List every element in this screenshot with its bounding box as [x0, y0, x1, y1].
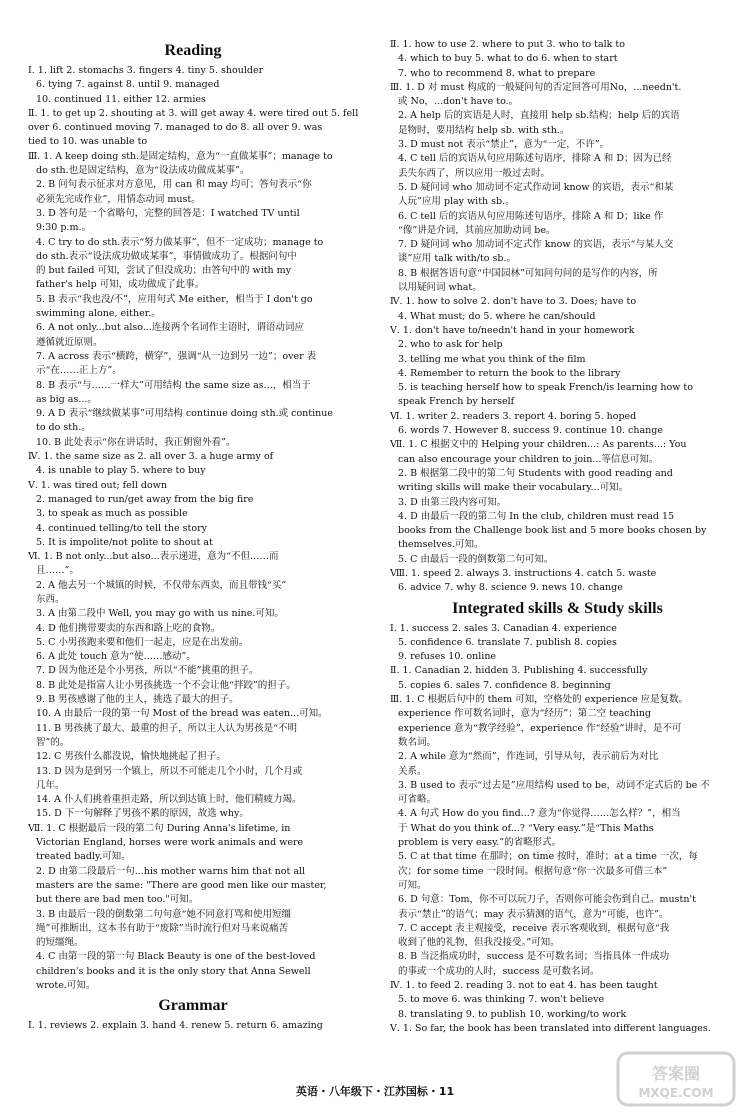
answer-line: 15. D 下一句解释了男孩不累的原因，故选 why。	[36, 808, 249, 820]
svg-text:答案圈: 答案圈	[651, 1064, 701, 1083]
answer-line: Ⅱ. 1. Canadian 2. hidden 3. Publishing 4. successfully	[390, 665, 648, 677]
section-heading: Grammar	[158, 997, 228, 1015]
watermark-logo	[616, 1049, 736, 1109]
answer-line: Ⅵ. 1. writer 2. readers 3. report 4. boring 5. hoped	[390, 410, 637, 422]
answer-line: 6. advice 7. why 8. science 9. news 10. change	[398, 582, 623, 594]
answer-line: 6. A 此处 touch 意为“使……感动”。	[36, 651, 196, 663]
answer-line: can also encourage your children to join...等信息可知。	[398, 453, 659, 465]
answer-line: 7. who to recommend 8. what to prepare	[398, 67, 596, 79]
answer-line: 5. to move 6. was thinking 7. won't believe	[398, 994, 605, 1006]
answer-line: 的事或一个成功的人时，success 是可数名词。	[398, 965, 600, 977]
answer-line: 11. B 男孩挑了最大、最重的担子，所以主人认为男孩是“不明	[36, 722, 297, 734]
answer-line: 5. is teaching herself how to speak French/is learning how to	[398, 382, 693, 394]
answer-line: 于 What do you think of...? “Very easy.”是“This Maths	[398, 822, 654, 834]
answer-line: treated badly.可知。	[36, 851, 131, 863]
section-heading: Integrated skills & Study skills	[452, 599, 663, 617]
answer-line: Ⅶ. 1. C 根据文中的 Helping your children...: As parents...: You	[390, 439, 687, 451]
answer-line: 丢失东西了，所以应用一般过去时。	[398, 167, 551, 179]
left-column	[28, 38, 358, 1034]
answer-line: 人玩”应用 play with sb.。	[398, 196, 515, 208]
answer-line: Ⅷ. 1. speed 2. always 3. instructions 4. catch 5. waste	[390, 567, 657, 579]
answer-line: 5. B 表示“我也没/不”，应用句式 Me either，相当于 I don't go	[36, 293, 313, 305]
answer-line: Victorian England, horses were work animals and were	[36, 837, 304, 849]
answer-line: 5. It is impolite/not polite to shout at	[36, 536, 213, 548]
answer-line: to do sth.。	[36, 422, 91, 434]
answer-line: 2. managed to run/get away from the big fire	[36, 493, 254, 505]
answer-line: 以用疑问词 what。	[398, 282, 482, 294]
answer-line: 次；for some time 一段时间。根据句意“你一次最多可借三本”	[398, 865, 668, 877]
answer-line: 3. D 由第三段内容可知。	[398, 496, 507, 508]
answer-line: Ⅶ. 1. C 根据最后一段的第二句 During Anna's lifetime, in	[28, 822, 291, 834]
answer-line: 几年。	[36, 779, 65, 791]
answer-line: 9. B 男孩感谢了他的主人，挑选了最大的担子。	[36, 694, 239, 706]
answer-line: Ⅴ. 1. don't have to/needn't hand in your homework	[390, 324, 635, 336]
answer-line: 8. B 此处是指富人让小男孩挑选一个不会让他“拌跤”的担子。	[36, 679, 296, 691]
answer-line: 的短缰绳。	[36, 937, 84, 949]
answer-line: experience 意为“教学经验”，experience 作“经验”讲时，是不可	[398, 722, 682, 734]
answer-line: Ⅳ. 1. to feed 2. reading 3. not to eat 4. has been taught	[390, 980, 658, 991]
answer-line: 2. D 由第二段最后一句...his mother warns him that not all	[36, 865, 306, 877]
answer-line: 7. A across 表示“横跨，横穿”，强调“从一边到另一边”；over 表	[36, 350, 317, 362]
answer-line: 必须先完成作业”，用情态动词 must。	[36, 193, 201, 205]
answer-line: 9:30 p.m.。	[36, 222, 91, 234]
answer-line: Ⅴ. 1. So far, the book has been translated into different languages.	[390, 1022, 711, 1034]
answer-line: masters are the same: "There are good men like our master,	[36, 879, 327, 891]
answer-line: themselves.可知。	[398, 539, 484, 551]
answer-line: 6. words 7. However 8. success 9. continue 10. change	[398, 425, 663, 437]
answer-line: Ⅱ. 1. to get up 2. shouting at 3. will get away 4. were tired out 5. fell	[28, 107, 358, 119]
answer-line: 5. copies 6. sales 7. confidence 8. beginning	[398, 679, 611, 691]
answer-line: do sth.也是固定结构，意为“设法成功做成某事”。	[36, 165, 250, 177]
answer-line: 4. C try to do sth.表示“努力做某事”，但不一定成功；manage to	[36, 236, 324, 248]
answer-line: 5. C at that time 在那时；on time 按时，准时；at a time 一次，每	[398, 851, 698, 863]
answer-line: 表示“禁止”的语气；may 表示猜测的语气，意为“可能，也许”。	[398, 908, 669, 920]
answer-line: 2. A while 意为“然而”，作连词，引导从句，表示前后为对比	[398, 751, 659, 763]
answer-line: wrote.可知。	[36, 980, 96, 991]
answer-line: 3. A 由第二段中 Well, you may go with us nine.可知。	[36, 608, 284, 620]
answer-line: 9. A D 表示“继续做某事”可用结构 continue doing sth.或 continue	[36, 408, 334, 420]
answer-line: 10. continued 11. either 12. armies	[36, 93, 206, 105]
answer-line: 4. D 他们携带要卖的东西和路上吃的食物。	[36, 622, 221, 634]
answer-line: 3. telling me what you think of the film	[398, 353, 586, 365]
answer-line: 遵循就近原则。	[36, 336, 103, 348]
answer-line: Ⅳ. 1. how to solve 2. don't have to 3. Does; have to	[390, 296, 637, 308]
answer-line: problem is very easy.”的省略形式。	[398, 837, 562, 849]
answer-line: 3. D must not 表示“禁止”，意为“一定，不许”。	[398, 139, 610, 151]
answer-line: 或 No，...don't have to.。	[398, 96, 519, 108]
answer-line: 智”的。	[36, 736, 70, 748]
answer-line: 4. which to buy 5. what to do 6. when to start	[398, 53, 618, 65]
answer-line: 2. A 他去另一个城镇的时候，不仅带东西卖，而且带钱“买”	[36, 579, 287, 591]
answer-line: Ⅰ. 1. reviews 2. explain 3. hand 4. renew 5. return 6. amazing	[28, 1020, 323, 1032]
answer-line: Ⅰ. 1. lift 2. stomachs 3. fingers 4. tiny 5. shoulder	[28, 65, 264, 76]
answer-line: experience 作可数名词时，意为“经历”；第二空 teaching	[398, 708, 651, 720]
answer-line: 8. B 当泛指成功时，success 是不可数名词；当指具体一件成功	[398, 951, 670, 963]
answer-line: 5. C 小男孩跑来要和他们一起走，应是在出发前。	[36, 636, 249, 648]
answer-line: 6. A not only...but also...连接两个名词作主语时，谓语动词应	[36, 322, 304, 334]
answer-line: Ⅴ. 1. was tired out; fell down	[28, 479, 167, 491]
answer-line: 4. C tell 后的宾语从句应用陈述句语序，排除 A 和 D；因为已经	[398, 153, 672, 165]
answer-line: 8. translating 9. to publish 10. working/to work	[398, 1008, 627, 1020]
answer-line: Ⅲ. 1. C 根据后句中的 them 可知，空格处的 experience 应是复数。	[390, 694, 689, 706]
answer-line: 3. D 答句是一个省略句，完整的回答是：I watched TV until	[36, 207, 300, 219]
answer-line: 5. confidence 6. translate 7. publish 8. copies	[398, 636, 617, 648]
answer-line: 6. tying 7. against 8. until 9. managed	[36, 79, 220, 91]
answer-line: 可省略。	[398, 794, 437, 806]
answer-line: 4. is unable to play 5. where to buy	[36, 465, 206, 477]
answer-line: 数名词。	[398, 736, 437, 748]
answer-line: 4. D 由最后一段的第二句 In the club, children must read 15	[398, 510, 675, 522]
answer-line: children's books and it is the only story that Anna Sewell	[36, 965, 311, 977]
answer-line: 13. D 因为是到另一个镇上，所以不可能走几个小时，几个月或	[36, 765, 303, 777]
answer-line: 10. B 此处表示“你在讲话时，我正朝窗外看”。	[36, 436, 236, 448]
answer-line: 6. C tell 后的宾语从句应用陈述句语序，排除 A 和 D；like 作	[398, 210, 664, 222]
answer-line: but there are bad men too."可知。	[36, 894, 199, 906]
answer-line: 14. A 仆人们挑着重担走路，所以到达镇上时，他们精疲力竭。	[36, 794, 302, 806]
answer-line: 7. D 疑问词 who 加动词不定式作 know 的宾语，表示“与某人交	[398, 239, 674, 251]
answer-line: 7. C accept 表主观接受，receive 表示客观收到，根据句意“我	[398, 922, 670, 934]
svg-text:MXQE.COM: MXQE.COM	[638, 1086, 714, 1100]
answer-line: 2. B 根据第二段中的第二句 Students with good reading and	[398, 467, 673, 479]
page-footer: 英语・八年级下・江苏国标・11	[295, 1085, 455, 1098]
right-column	[390, 38, 725, 1036]
answer-line: Ⅳ. 1. the same size as 2. all over 3. a huge army of	[28, 451, 274, 463]
answer-line: 2. A help 后的宾语是人时，直接用 help sb.结构；help 后的宾语	[398, 110, 680, 122]
answer-line: 示“在……正上方”。	[36, 365, 122, 377]
answer-line: do sth.表示“设法成功做成某事”，事情做成功了。根据问句中	[36, 250, 297, 262]
answer-line: 12. C 男孩什么都没说，愉快地挑起了担子。	[36, 751, 226, 763]
answer-line: 3. B 由最后一段的倒数第二句句意“她不同意打骂和使用短缰	[36, 908, 291, 920]
answer-line: Ⅱ. 1. how to use 2. where to put 3. who to talk to	[390, 39, 625, 50]
answer-line: 收到了他的礼物，但我没接受。”可知。	[398, 937, 560, 949]
answer-line: as big as...。	[36, 393, 97, 405]
answer-line: 3. to speak as much as possible	[36, 508, 188, 520]
answer-line: 东西。	[36, 593, 65, 605]
answer-line: 8. B 表示“与……一样大”可用结构 the same size as...，相当于	[36, 379, 311, 391]
answer-line: father's help 可知，成功做成了此事。	[36, 279, 205, 291]
answer-line: Ⅵ. 1. B not only...but also...表示递进，意为“不但……而	[28, 551, 279, 563]
answer-line: 且……”。	[36, 565, 79, 577]
answer-line: 可知。	[398, 879, 427, 891]
answer-line: 9. refuses 10. online	[398, 651, 497, 663]
answer-line: 6. D 句意：Tom，你不可以玩刀子，否则你可能会伤到自己。mustn't	[398, 894, 696, 906]
answer-line: 5. C 由最后一段的倒数第二句可知。	[398, 553, 554, 565]
answer-line: 10. A 由最后一段的第一句 Most of the bread was eaten...可知。	[36, 708, 328, 720]
answer-line: Ⅲ. 1. D 对 must 构成的一般疑问句的否定回答可用No，...needn't.	[390, 81, 682, 93]
answer-line: 2. B 问句表示征求对方意见，用 can 和 may 均可；答句表示“你	[36, 179, 312, 191]
answer-line: 7. D 因为他还是个小男孩，所以“不能”挑重的担子。	[36, 665, 259, 677]
answer-line: 4. continued telling/to tell the story	[36, 522, 208, 534]
answer-line: 8. B 根据答语句意“中国园林”可知问句问的是写作的内容，所	[398, 267, 658, 279]
answer-line: books from the Challenge book list and 5 more books chosen by	[398, 525, 707, 537]
answer-line: over 6. continued moving 7. managed to do 8. all over 9. was	[28, 122, 323, 134]
answer-line: 的 but failed 可知，尝试了但没成功；由答句中的 with my	[36, 265, 292, 277]
answer-line: 4. Remember to return the book to the library	[398, 367, 621, 379]
answer-line: 3. B used to 表示“过去是”应用结构 used to be，动词不定式后的 be 不	[398, 779, 710, 791]
answer-line: 关系。	[398, 765, 427, 777]
answer-line: Ⅰ. 1. success 2. sales 3. Canadian 4. experience	[390, 622, 617, 634]
section-heading: Reading	[164, 42, 222, 59]
answer-line: 谈”应用 talk with/to sb.。	[398, 253, 517, 265]
answer-line: 4. A 句式 How do you find...? 意为“你觉得……怎么样？”，相当	[398, 808, 681, 820]
answer-line: 4. C 由第一段的第一句 Black Beauty is one of the best-loved	[36, 951, 316, 963]
answer-line: tied to 10. was unable to	[28, 136, 148, 148]
answer-line: 绳”可推断出，这本书有助于“废除”当时流行但对马来说痛苦	[36, 922, 289, 934]
answer-line: “像”讲是介词，其前应加助动词 be。	[398, 224, 556, 236]
answer-line: Ⅲ. 1. A keep doing sth.是固定结构，意为“一直做某事”；manage to	[28, 150, 333, 162]
answer-line: 是物时，要用结构 help sb. with sth.。	[398, 124, 570, 136]
answer-line: 4. What must; do 5. where he can/should	[398, 310, 596, 322]
answer-line: 2. who to ask for help	[398, 339, 503, 351]
answer-line: 5. D 疑问词 who 加动词不定式作动词 know 的宾语，表示“和某	[398, 181, 674, 193]
answer-line: writing skills will make their vocabulary...可知。	[398, 482, 629, 494]
answer-line: swimming alone, either.。	[36, 308, 161, 320]
answer-line: speak French by herself	[398, 396, 515, 408]
